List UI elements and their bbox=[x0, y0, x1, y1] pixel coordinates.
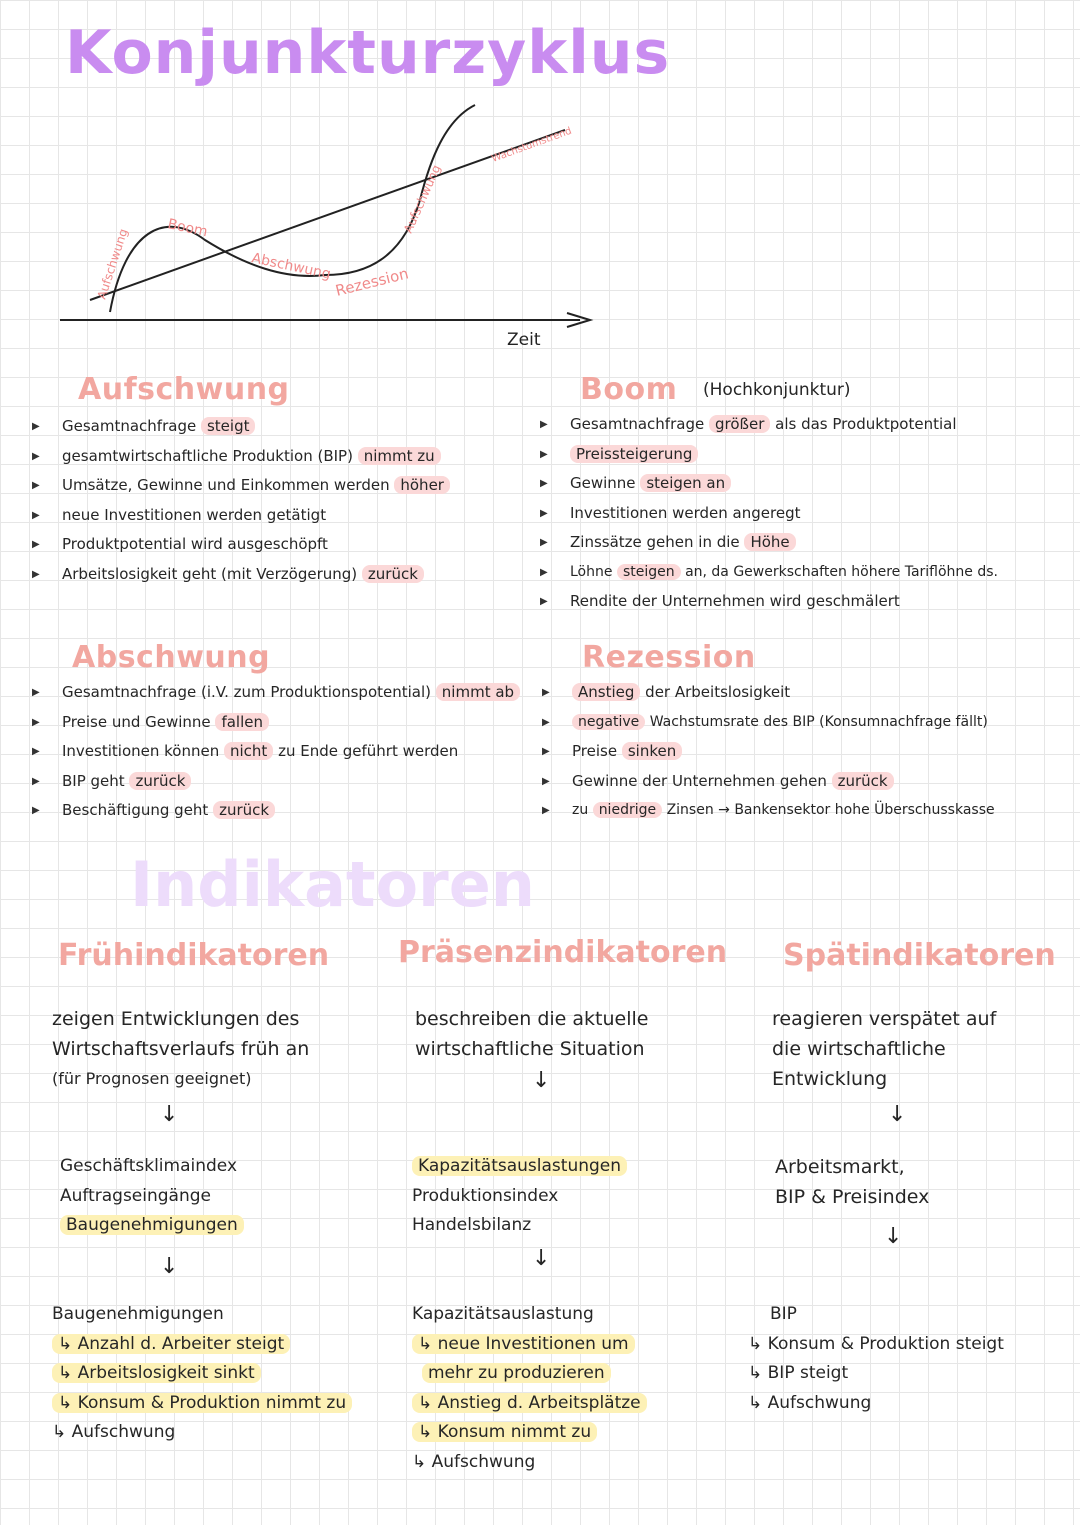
aufschwung-heading: Aufschwung bbox=[78, 372, 290, 407]
abschwung-heading: Abschwung bbox=[72, 640, 271, 675]
praesenz-chain: Kapazitätsauslastung ↳ neue Investitionen um mehr zu produzieren ↳ Anstieg d. Arbeitsplätze ↳ Konsum nimmt zu ↳ Aufschwung bbox=[412, 1300, 647, 1477]
list-item: ▶ gesamtwirtschaftliche Produktion (BIP) nimmt zu bbox=[62, 442, 450, 472]
frueh-heading: Frühindikatoren bbox=[58, 938, 330, 973]
frueh-description: zeigen Entwicklungen des Wirtschaftsverlaufs früh an (für Prognosen geeignet) bbox=[52, 1008, 310, 1088]
arrow-down-icon: ↓ bbox=[160, 1254, 179, 1279]
praesenz-description: beschreiben die aktuelle wirtschaftliche Situation bbox=[415, 1008, 649, 1060]
boom-list bbox=[540, 410, 998, 617]
list-item: ▶ Investitionen werden angeregt bbox=[540, 503, 801, 522]
rezession-list bbox=[542, 678, 995, 826]
list-item: ▶ zu niedrige Zinsen → Bankensektor hohe Überschusskasse bbox=[542, 802, 995, 818]
list-item: ▶ Preissteigerung bbox=[570, 440, 998, 470]
indikatoren-heading: Indikatoren bbox=[130, 848, 535, 921]
trend-label: Wachstumstrend bbox=[490, 125, 574, 165]
arrow-down-icon: ↓ bbox=[532, 1068, 551, 1093]
phase-label-aufschwung-2: Aufschwung bbox=[400, 162, 444, 236]
list-item: ▶ Anstieg der Arbeitslosigkeit bbox=[542, 683, 791, 701]
praesenz-heading: Präsenzindikatoren bbox=[398, 935, 728, 970]
list-item: ▶ Gewinne steigen an bbox=[570, 469, 998, 499]
phase-label-boom: Boom bbox=[166, 216, 209, 241]
list-item: ▶ Rendite der Unternehmen wird geschmälert bbox=[540, 592, 900, 610]
list-item: ▶ Preise sinken bbox=[572, 737, 995, 767]
aufschwung-list bbox=[32, 412, 450, 589]
rezession-heading: Rezession bbox=[582, 640, 756, 675]
phase-label-aufschwung-1: Aufschwung bbox=[94, 227, 131, 301]
frueh-examples: Geschäftsklimaindex Auftragseingänge Baugenehmigungen bbox=[60, 1152, 244, 1241]
list-item: ▶ Investitionen können nicht zu Ende geführt werden bbox=[32, 742, 459, 760]
list-item: ▶ Preise und Gewinne fallen bbox=[62, 708, 520, 738]
spaet-chain: BIP ↳ Konsum & Produktion steigt ↳ BIP steigt ↳ Aufschwung bbox=[748, 1304, 1004, 1413]
arrow-down-icon: ↓ bbox=[532, 1246, 551, 1271]
list-item: ▶ Gewinne der Unternehmen gehen zurück bbox=[572, 767, 995, 797]
list-item: ▶ Beschäftigung geht zurück bbox=[62, 796, 520, 826]
frueh-chain: Baugenehmigungen ↳ Anzahl d. Arbeiter steigt ↳ Arbeitslosigkeit sinkt ↳ Konsum & Produktion nimmt zu ↳ Aufschwung bbox=[52, 1300, 352, 1448]
list-item: ▶ Produktpotential wird ausgeschöpft bbox=[32, 535, 328, 553]
time-axis-label: Zeit bbox=[507, 330, 541, 350]
spaet-heading: Spätindikatoren bbox=[783, 938, 1056, 973]
cycle-chart bbox=[55, 90, 615, 360]
page-title: Konjunkturzyklus bbox=[65, 18, 671, 88]
list-item: ▶ Arbeitslosigkeit geht (mit Verzögerung) zurück bbox=[62, 560, 450, 590]
list-item: ▶ BIP geht zurück bbox=[62, 767, 520, 797]
list-item: ▶ Gesamtnachfrage (i.V. zum Produktionspotential) nimmt ab bbox=[62, 678, 520, 708]
list-item: ▶ Gesamtnachfrage größer als das Produktpotential bbox=[540, 415, 957, 433]
arrow-down-icon: ↓ bbox=[884, 1224, 903, 1249]
abschwung-list bbox=[32, 678, 520, 826]
spaet-examples: Arbeitsmarkt, BIP & Preisindex bbox=[775, 1156, 930, 1208]
boom-subtitle: (Hochkonjunktur) bbox=[703, 380, 851, 400]
list-item: ▶ Gesamtnachfrage steigt bbox=[62, 412, 450, 442]
list-item: ▶ neue Investitionen werden getätigt bbox=[32, 505, 327, 524]
list-item: ▶ Umsätze, Gewinne und Einkommen werden höher bbox=[62, 471, 450, 501]
list-item: ▶ Zinssätze gehen in die Höhe bbox=[570, 528, 998, 558]
phase-label-abschwung: Abschwung bbox=[250, 250, 333, 283]
spaet-description: reagieren verspätet auf die wirtschaftliche Entwicklung bbox=[772, 1008, 997, 1090]
arrow-down-icon: ↓ bbox=[888, 1102, 907, 1127]
list-item: ▶ Löhne steigen an, da Gewerkschaften höhere Tariflöhne ds. bbox=[540, 563, 998, 580]
arrow-down-icon: ↓ bbox=[160, 1102, 179, 1127]
phase-label-rezession: Rezession bbox=[333, 264, 411, 300]
list-item: ▶ negative Wachstumsrate des BIP (Konsumnachfrage fällt) bbox=[542, 713, 988, 730]
praesenz-examples: Kapazitätsauslastungen Produktionsindex Handelsbilanz bbox=[412, 1152, 627, 1241]
boom-heading: Boom bbox=[580, 372, 678, 407]
